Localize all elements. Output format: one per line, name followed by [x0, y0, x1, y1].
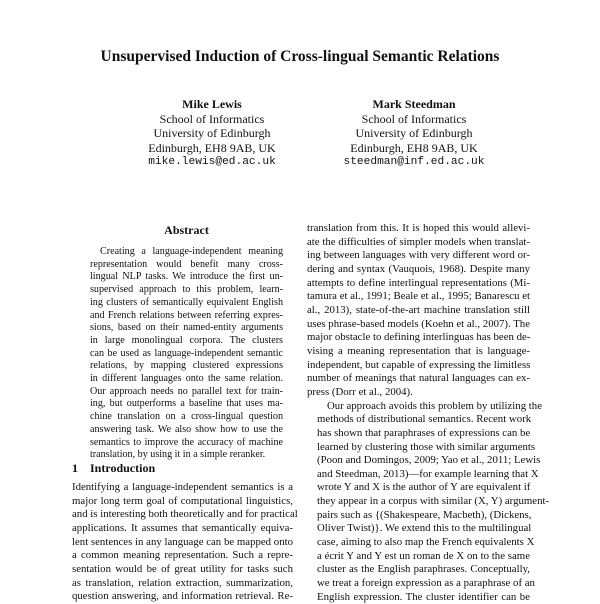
paper-title: Unsupervised Induction of Cross-lingual Semantic Relations	[100, 48, 500, 65]
author-university: University of Edinburgh	[153, 126, 271, 141]
text-line: question answering, and information retrieval. Re-	[72, 590, 293, 603]
text-line: ing between languages with very different word or-	[307, 249, 530, 262]
text-line: pairs such as {(Shakespeare, Macbeth), (Dickens,	[317, 508, 532, 521]
author-name: Mike Lewis	[182, 97, 242, 111]
text-line: they appear in a corpus with similar (X, Y) argument-	[317, 495, 550, 508]
author-email: steedman@inf.ed.ac.uk	[343, 156, 485, 169]
text-line: chine translation on a cross-lingual question	[90, 411, 283, 423]
text-line: sions, based on their named-entity arguments	[90, 322, 283, 334]
text-line: major long term goal of computational linguistics,	[72, 494, 293, 507]
text-line: as translation, relation extraction, summarization,	[72, 576, 293, 589]
author-name: Mark Steedman	[372, 97, 456, 111]
text-line: press (Dorr et al., 2004).	[307, 385, 413, 398]
author-university: University of Edinburgh	[355, 126, 473, 141]
text-line: Identifying a language-independent semantics is a	[72, 481, 293, 493]
text-line: in large monolingual corpora. The clusters	[90, 334, 283, 346]
text-line: learned by clustering those with similar arguments	[317, 440, 536, 453]
text-line: English expression. The cluster identifier can be	[317, 590, 530, 603]
text-line: number of meanings that natural languages can ex-	[307, 372, 530, 385]
section-heading	[72, 461, 155, 476]
text-line: uses phrase-based models (Koehn et al., 2007). The	[307, 317, 530, 330]
author-affiliation: School of Informatics	[159, 111, 265, 126]
text-line: can be used as language-independent semantic	[90, 347, 283, 359]
right-column	[307, 222, 550, 604]
text-line: vising a meaning representation that is language-	[307, 344, 530, 357]
text-line: translation, by using it in a simple reranker.	[90, 449, 266, 461]
text-line: wrote Y and X is the author of Y are equivalent if	[317, 481, 531, 494]
text-line: and is interesting both theoretically and for practical	[72, 508, 298, 521]
author-block-1	[97, 97, 327, 170]
text-line: has shown that paraphrases of expressions can be	[317, 426, 531, 439]
text-line: (Poon and Domingos, 2009; Yao et al., 2011; Lewis	[317, 454, 541, 467]
text-line: translation from this. It is hoped this would allevi-	[307, 222, 530, 234]
text-line: ate the difficulties of simpler models when translat-	[307, 235, 530, 248]
text-line: ing, but outperforms a baseline that uses ma-	[90, 398, 283, 410]
text-line: Creating a language-independent meaning	[100, 246, 283, 257]
author-email: mike.lewis@ed.ac.uk	[148, 156, 276, 169]
section-title: Introduction	[90, 461, 156, 475]
text-line: applications. It assumes that semantically equiva-	[72, 521, 293, 534]
text-line: methods of distributional semantics. Recent work	[317, 413, 532, 426]
text-line: tamura et al., 1991; Beale et al., 1995; Banarescu et	[307, 290, 530, 303]
text-line: lingual NLP tasks. We introduce the first un-	[90, 271, 283, 283]
text-line: al., 2013), state-of-the-art machine translation still	[307, 303, 530, 316]
section-number: 1	[72, 461, 78, 475]
author-address: Edinburgh, EH8 9AB, UK	[350, 140, 478, 155]
text-line: attempts to define interlingual representations (Mi-	[307, 276, 530, 289]
text-line: sentation would be of great utility for tasks such	[72, 562, 293, 575]
text-line: lent sentences in any language can be mapped onto	[72, 535, 293, 548]
text-line: dering and syntax (Vauquois, 1968). Despite many	[307, 262, 530, 275]
text-line: in different languages onto the same relation.	[90, 373, 283, 385]
text-line: supervised approach to this problem, learn-	[90, 284, 283, 296]
text-line: relations, by mapping clustered expressions	[90, 360, 283, 372]
abstract-body	[90, 246, 283, 462]
text-line: a common meaning representation. Such a repre-	[72, 549, 293, 562]
author-block-2	[299, 97, 529, 170]
author-address: Edinburgh, EH8 9AB, UK	[148, 140, 276, 155]
text-line: cluster as the English paraphrases. Conceptually,	[317, 563, 530, 576]
text-line: major obstacle to defining interlinguas has been de-	[307, 331, 531, 344]
text-line: Our approach avoids this problem by utilizing the	[327, 399, 542, 412]
text-line: we treat a foreign expression as a paraphrase of an	[317, 577, 535, 590]
text-line: independent, but capable of expressing the limitless	[307, 358, 531, 371]
text-line: and Steedman, 2013)—for example learning that X	[317, 467, 539, 480]
text-line: case, aiming to also map the French equivalents X	[317, 536, 535, 549]
author-affiliation: School of Informatics	[361, 111, 467, 126]
text-line: semantics to improve the accuracy of machine	[90, 436, 283, 448]
text-line: a écrit Y and Y est un roman de X on to the same	[317, 549, 530, 562]
text-line: representation would benefit many cross-	[90, 258, 283, 270]
abstract-heading: Abstract	[164, 223, 209, 237]
text-line: ing clusters of semantically equivalent English	[90, 296, 283, 308]
right-column-paragraph-2	[307, 399, 550, 604]
introduction-body	[72, 481, 298, 604]
text-line: Our approach needs no parallel text for train-	[90, 385, 283, 397]
text-line: and French relations between referring expres-	[90, 309, 283, 321]
text-line: Oliver Twist)}. We extend this to the multilingual	[317, 522, 532, 535]
right-column-paragraph-1	[307, 222, 530, 400]
text-line: answering task. We also show how to use the	[90, 423, 283, 435]
